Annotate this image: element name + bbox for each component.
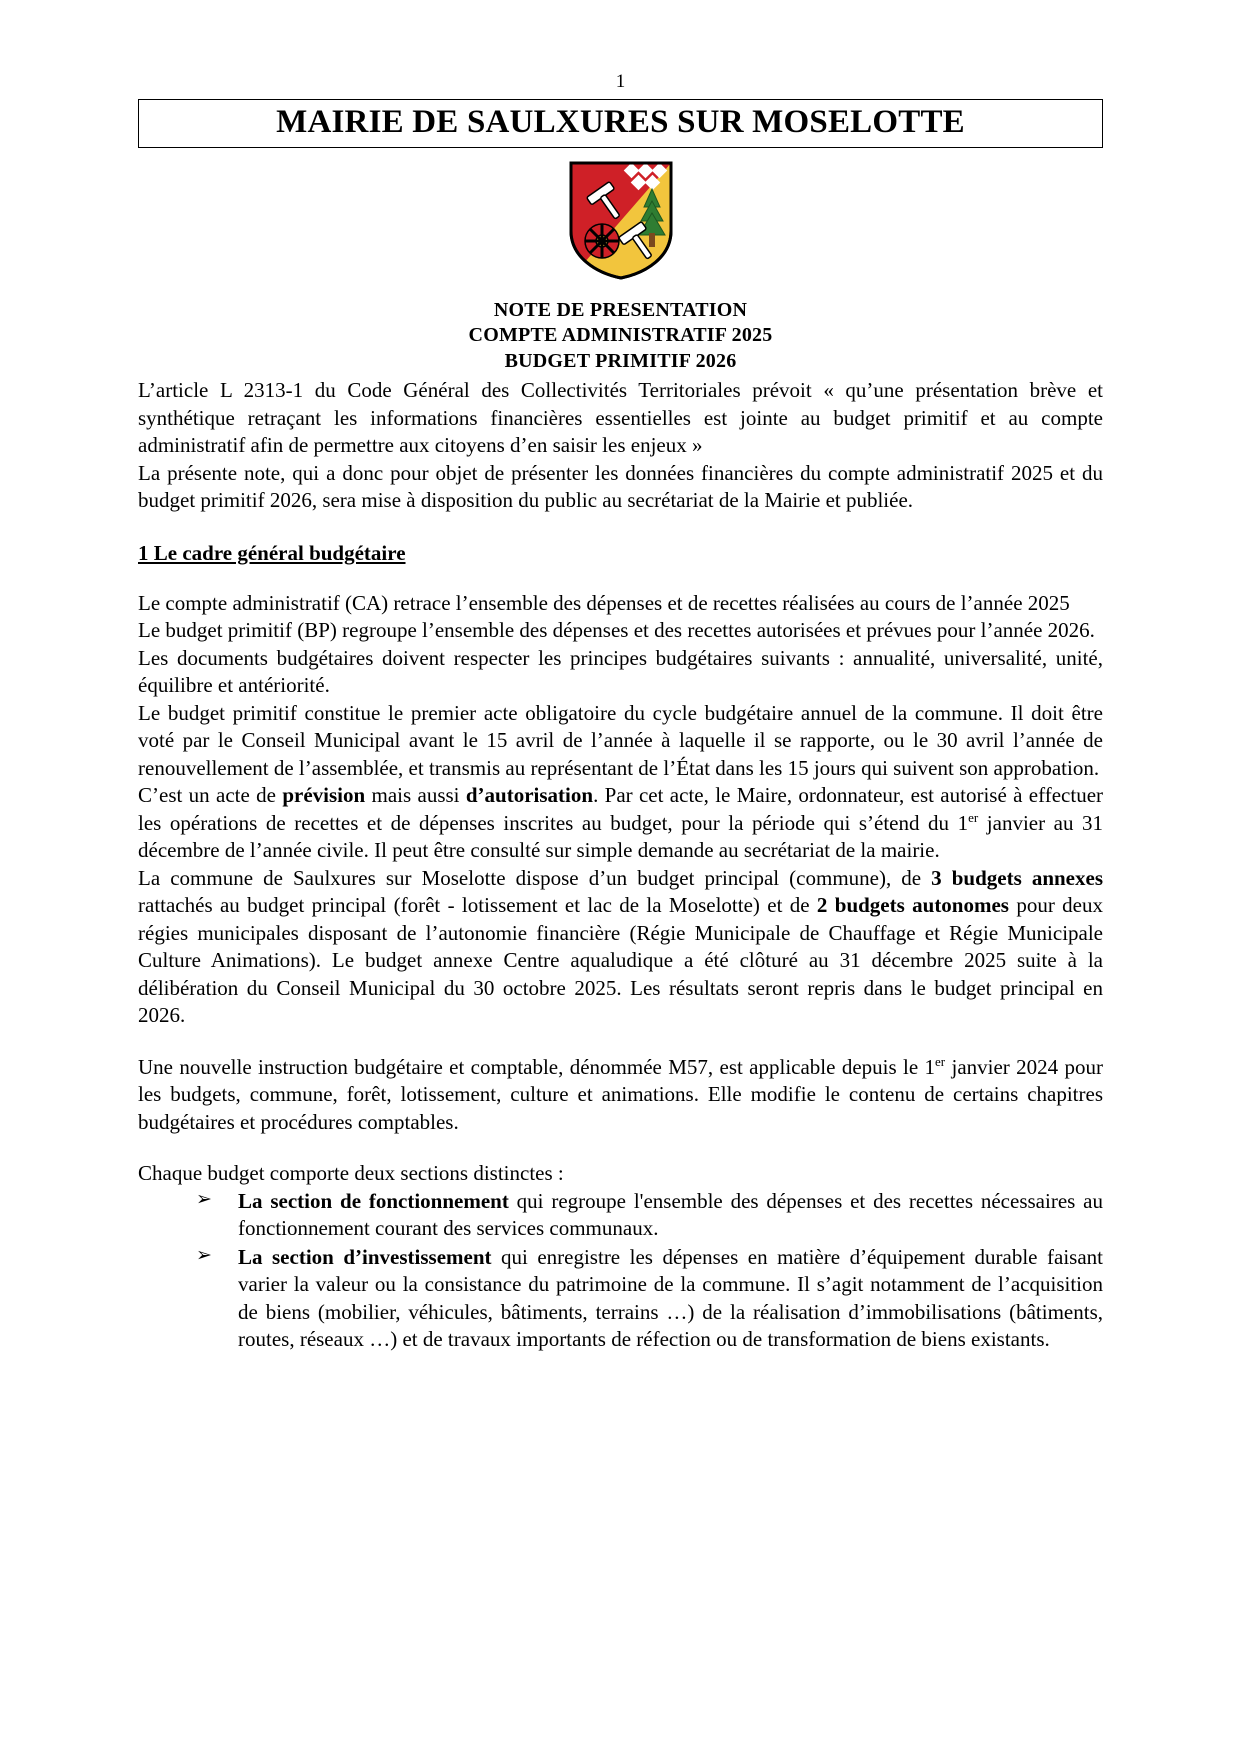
p6-bold-3-budgets-annexes: 3 budgets annexes (931, 865, 1103, 890)
heading-line-1: NOTE DE PRESENTATION (493, 298, 748, 321)
list-item (196, 1244, 1103, 1354)
p7-part-a: Une nouvelle instruction budgétaire et comptable, dénommée M57, est applicable depuis le 1 (138, 1054, 936, 1079)
section-1-paragraph-4: Le budget primitif constitue le premier acte obligatoire du cycle budgétaire annuel de la commune. Il doit être voté par le Conseil Municipal avant le 15 avril de l’année à laquelle il se rapporte, ou le 30 avril l’année de renouvellement de l’assemblée, et transmis au représentant de l’État dans les 15 jours qui suivent son approbation. (138, 700, 1103, 780)
heading-line-2: COMPTE ADMINISTRATIF 2025 (468, 324, 773, 347)
p6-part-a: La commune de Saulxures sur Moselotte dispose d’un budget principal (commune), de (138, 865, 932, 890)
p7-superscript-er: er (935, 1053, 946, 1069)
intro-paragraph-1: L’article L 2313-1 du Code Général des Collectivités Territoriales prévoit « qu’une présentation brève et synthétique retraçant les informations financières essentielles est jointe au budget primitif et au compte administratif afin de permettre aux citoyens d’en saisir les enjeux » (138, 378, 1103, 458)
list-item-0-text: qui regroupe l'ensemble des dépenses et des recettes nécessaires au fonctionnement courant des services communaux. (238, 1188, 1103, 1241)
coat-of-arms-icon (566, 159, 676, 286)
arrow-bullet-icon: ➢ (196, 1188, 212, 1210)
document-heading (138, 298, 1103, 375)
crest-container (138, 159, 1103, 286)
intro-paragraph-2: La présente note, qui a donc pour objet de présenter les données financières du compte administratif 2025 et du budget primitif 2026, sera mise à disposition du public au secrétariat de la Mairie et publiée. (138, 460, 1103, 513)
heading-line-3: BUDGET PRIMITIF 2026 (504, 349, 737, 372)
p5-bold-prevision: prévision (282, 783, 366, 808)
section-1-title: 1 Le cadre général budgétaire (138, 540, 406, 565)
p5-part-f: janvier au 31 décembre de l’année civile. Il peut être consulté sur simple demande au secrétariat de la mairie. (138, 810, 1104, 863)
list-item (196, 1188, 1103, 1243)
p6-bold-2-budgets-autonomes: 2 budgets autonomes (816, 893, 1009, 918)
section-1-paragraph-6 (138, 865, 1103, 1030)
p7-part-b: janvier 2024 pour les budgets, commune, forêt, lotissement, culture et animations. Elle modifie le contenu de certains chapitres budgétaires et procédures comptables. (138, 1054, 1103, 1134)
document-title-box (138, 99, 1103, 148)
page-number: 1 (615, 71, 626, 92)
page-title: MAIRIE DE SAULXURES SUR MOSELOTTE (276, 103, 965, 140)
section-1-paragraph-5 (138, 782, 1103, 865)
section-1-paragraph-7 (138, 1054, 1103, 1137)
p5-superscript-er: er (968, 809, 979, 825)
section-1-paragraph-2: Le budget primitif (BP) regroupe l’ensemble des dépenses et des recettes autorisées et prévues pour l’année 2026. (138, 618, 1095, 643)
list-item-1-text: qui enregistre les dépenses en matière d’équipement durable faisant varier la valeur ou la consistance du patrimoine de la commune. Il s’agit notamment de l’acquisition de biens (mobilier, véhicules, bâtiments, terrains …) de la réalisation d’immobilisations (bâtiments, routes, réseaux …) et de travaux importants de réfection ou de transformation de biens existants. (238, 1244, 1103, 1352)
p5-bold-autorisation: d’autorisation (465, 783, 594, 808)
p5-part-a: C’est un acte de (138, 783, 283, 808)
p6-part-e: pour deux régies municipales disposant de l’autonomie financière (Régie Municipale de Chauffage et Régie Municipale Culture Animations). Le budget annexe Centre aqualudique a été clôturé au 31 décembre 2025 suite à la délibération du Conseil Municipal du 30 octobre 2025. Les résultats seront repris dans le budget principal en 2026. (138, 893, 1103, 1028)
arrow-bullet-icon: ➢ (196, 1244, 212, 1266)
p5-part-e: . Par cet acte, le Maire, ordonnateur, est autorisé à effectuer les opérations de recettes et de dépenses inscrites au budget, pour la période qui s’étend du 1 (138, 783, 1104, 835)
list-item-0-bold: La section de fonctionnement (238, 1188, 509, 1213)
p6-part-c: rattachés au budget principal (forêt - lotissement et lac de la Moselotte) et de (138, 893, 817, 918)
list-item-1-bold: La section d’investissement (238, 1244, 492, 1269)
p5-part-c: mais aussi (365, 783, 466, 808)
section-1-paragraph-1: Le compte administratif (CA) retrace l’ensemble des dépenses et de recettes réalisées au cours de l’année 2025 (138, 590, 1070, 615)
section-1-paragraph-3: Les documents budgétaires doivent respecter les principes budgétaires suivants : annualité, universalité, unité, équilibre et antériorité. (138, 645, 1103, 698)
section-1-paragraph-8: Chaque budget comporte deux sections distinctes : (138, 1161, 564, 1186)
section-list (138, 1188, 1103, 1354)
